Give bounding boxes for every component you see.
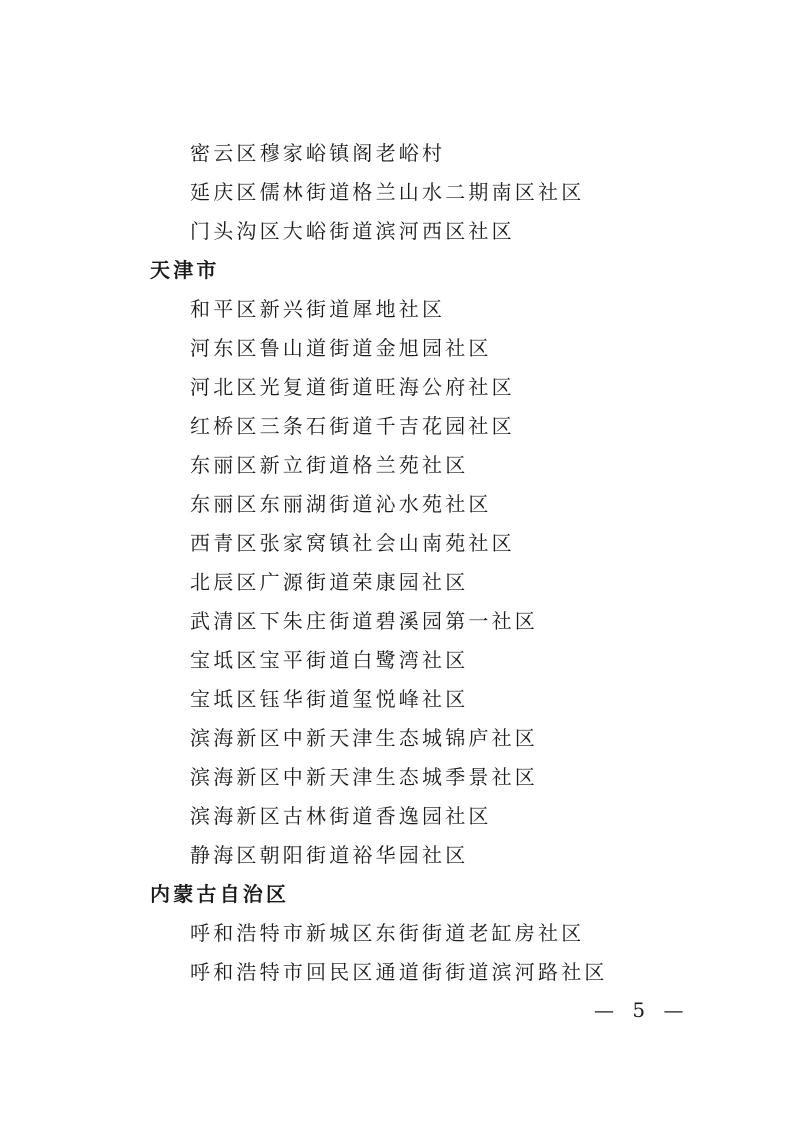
list-item: 滨海新区中新天津生态城锦庐社区 bbox=[190, 726, 538, 750]
list-item: 门头沟区大峪街道滨河西区社区 bbox=[190, 219, 515, 243]
list-item: 河东区鲁山道街道金旭园社区 bbox=[190, 336, 492, 360]
list-item: 和平区新兴街道犀地社区 bbox=[190, 297, 446, 321]
list-item: 武清区下朱庄街道碧溪园第一社区 bbox=[190, 609, 538, 633]
section-heading: 天津市 bbox=[150, 258, 220, 282]
list-item: 东丽区新立街道格兰苑社区 bbox=[190, 453, 469, 477]
list-item: 滨海新区中新天津生态城季景社区 bbox=[190, 765, 538, 789]
list-item: 滨海新区古林街道香逸园社区 bbox=[190, 804, 492, 828]
list-item: 河北区光复道街道旺海公府社区 bbox=[190, 375, 515, 399]
list-item: 密云区穆家峪镇阁老峪村 bbox=[190, 141, 446, 165]
list-item: 宝坻区钰华街道玺悦峰社区 bbox=[190, 687, 469, 711]
list-item: 西青区张家窝镇社会山南苑社区 bbox=[190, 531, 515, 555]
list-item: 呼和浩特市新城区东街街道老缸房社区 bbox=[190, 921, 585, 945]
list-item: 北辰区广源街道荣康园社区 bbox=[190, 570, 469, 594]
list-item: 东丽区东丽湖街道沁水苑社区 bbox=[190, 492, 492, 516]
list-item: 延庆区儒林街道格兰山水二期南区社区 bbox=[190, 180, 585, 204]
list-item: 静海区朝阳街道裕华园社区 bbox=[190, 843, 469, 867]
list-item: 红桥区三条石街道千吉花园社区 bbox=[190, 414, 515, 438]
list-item: 呼和浩特市回民区通道街街道滨河路社区 bbox=[190, 960, 608, 984]
page-number: — 5 — bbox=[594, 998, 690, 1022]
list-item: 宝坻区宝平街道白鹭湾社区 bbox=[190, 648, 469, 672]
section-heading: 内蒙古自治区 bbox=[150, 882, 290, 906]
